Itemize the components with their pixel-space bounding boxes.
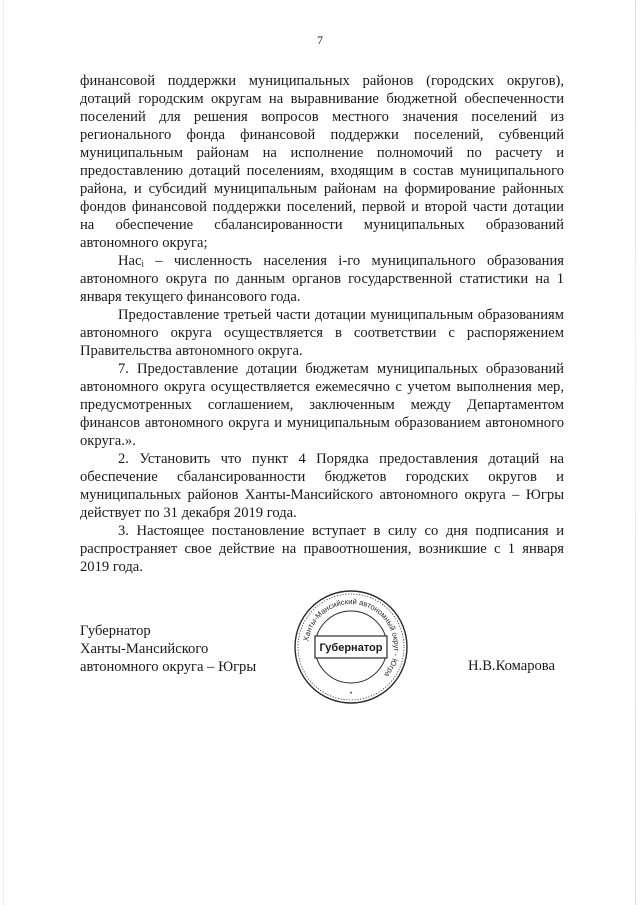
paragraph-item-3: 3. Настоящее постановление вступает в силу со дня подписания и распространяет свое действие на правоотношения, возникшие с 1 января 2019 года. xyxy=(80,523,564,575)
signatory-title-line: автономного округа – Югры xyxy=(80,659,257,675)
scan-edge-left xyxy=(3,0,4,905)
paragraph-continuation: финансовой поддержки муниципальных районов (городских округов), дотаций городским округам на выравнивание бюджетной обеспеченности поселений для решения вопросов местного значения поселений из регионального фонда финансовой поддержки поселений, субвенций муниципальным районам на исполнение полномочий по расчету и предоставлению дотаций поселениям, входящим в состав муниципального района, и субсидий муниципальным районам на формирование районных фондов финансовой поддержки поселений, первой и второй части дотации на обеспечение сбалансированности муниципальных образований автономного округа; xyxy=(80,73,564,251)
signatory-name: Н.В.Комарова xyxy=(468,658,555,674)
stamp-ring-text: Ханты-Мансийский автономный округ - Югра xyxy=(301,596,402,679)
stamp-star-icon: • xyxy=(349,690,353,697)
paragraph-population-definition: Насᵢ – численность населения i-го муниципального образования автономного округа по данным органов государственной статистики на 1 января текущего финансового года. xyxy=(80,253,564,305)
official-stamp xyxy=(293,589,409,705)
signatory-title-line: Губернатор xyxy=(80,623,151,639)
paragraph-third-part: Предоставление третьей части дотации муниципальным образованиям автономного округа осуществляется в соответствии с распоряжением Правительства автономного округа. xyxy=(80,307,564,359)
signatory-title xyxy=(80,622,256,676)
page-number: 7 xyxy=(317,33,323,47)
signatory-title-line: Ханты-Мансийского xyxy=(80,641,209,657)
stamp-center-text: Губернатор xyxy=(319,642,383,654)
paragraph-item-2: 2. Установить что пункт 4 Порядка предоставления дотаций на обеспечение сбалансированности бюджетов городских округов и муниципальных районов Ханты-Мансийского автономного округа – Югры действует по 31 декабря 2019 года. xyxy=(80,451,564,521)
document-body xyxy=(80,72,564,576)
paragraph-item-7: 7. Предоставление дотации бюджетам муниципальных образований автономного округа осуществляется ежемесячно с учетом выполнения мер, предусмотренных соглашением, заключенным между Департаментом финансов автономного округа и муниципальным образованием автономного округа.». xyxy=(80,361,564,449)
scan-edge-right xyxy=(635,0,636,905)
